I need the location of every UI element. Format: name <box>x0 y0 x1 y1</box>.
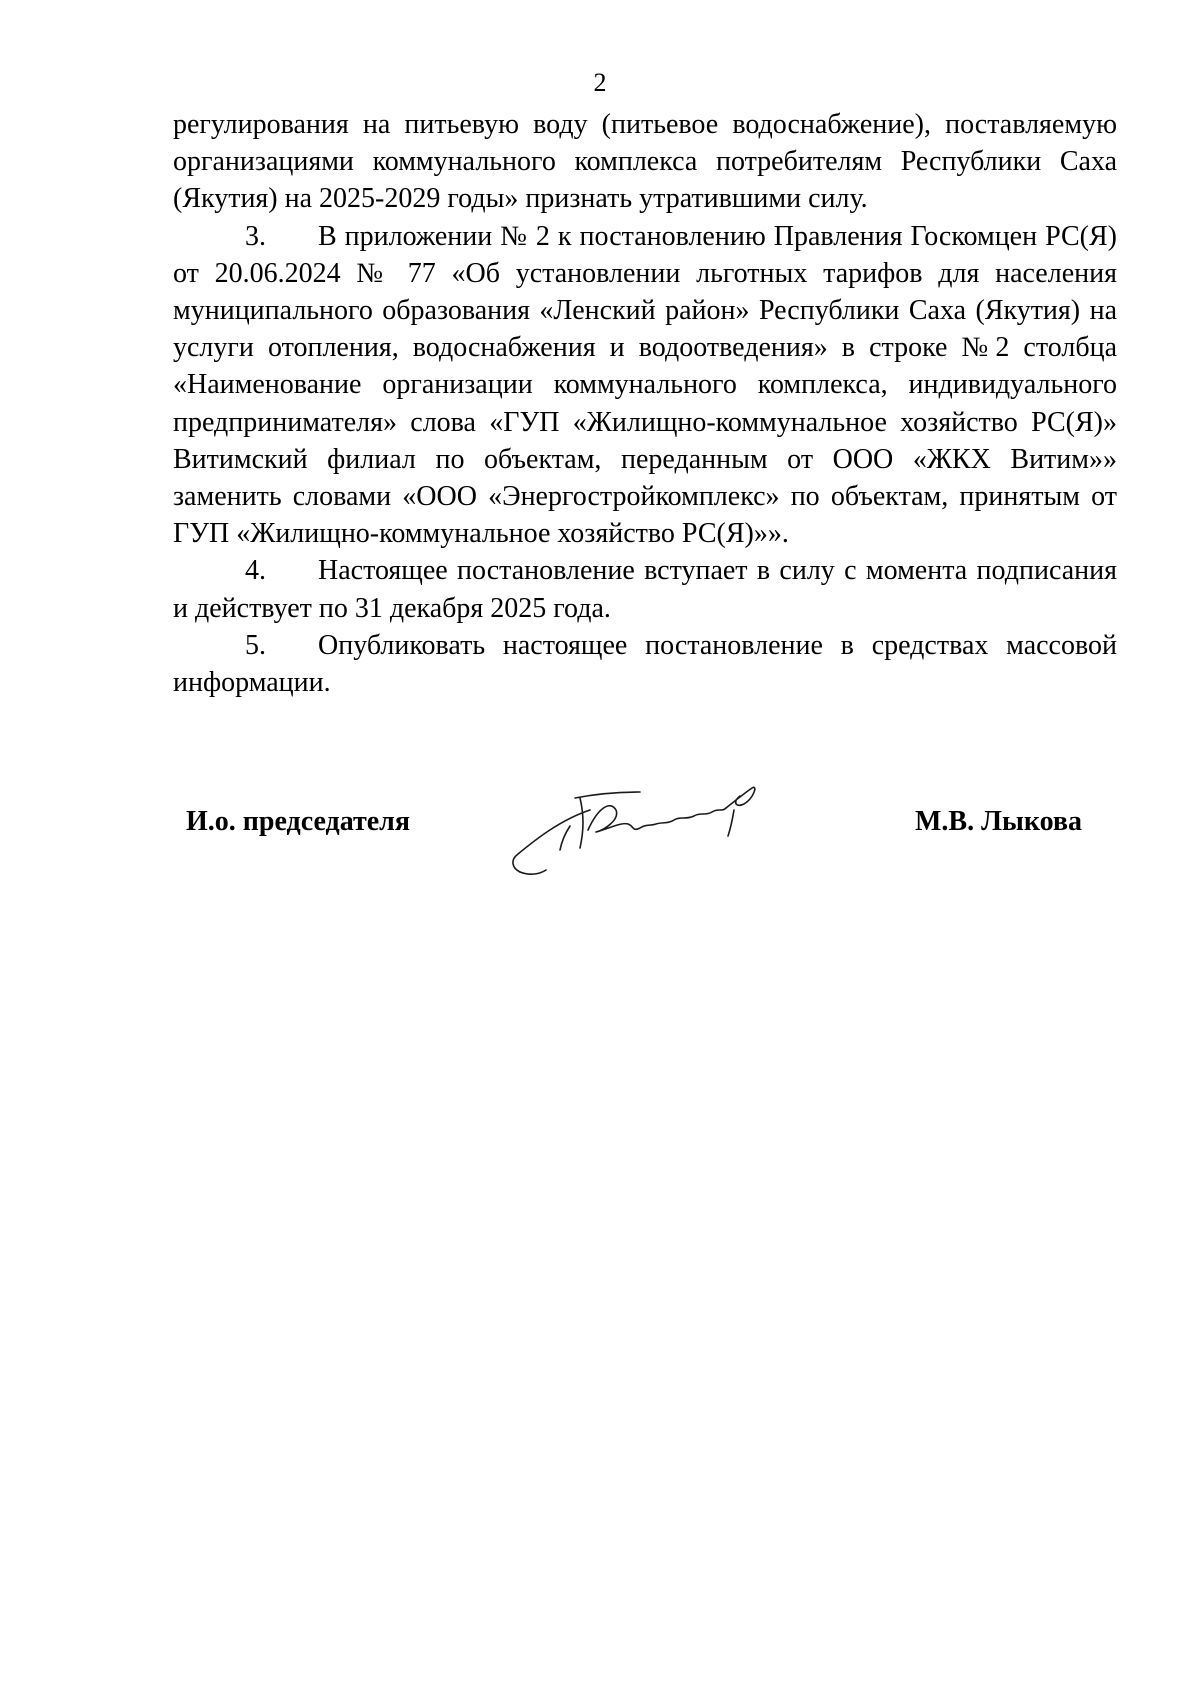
paragraph-text: регулирования на питьевую воду (питьевое водоснабжение), поставляемую организациями коммунального комплекса потребителям Республики Саха (Якутия) на 2025-2029 годы» признать утратившими силу. <box>173 109 1117 215</box>
paragraph-number: 3. <box>245 220 266 252</box>
paragraph-item-3 <box>173 218 1117 553</box>
signatory-name: М.В. Лыкова <box>915 806 1083 837</box>
signatory-title: И.о. председателя <box>186 806 411 837</box>
paragraph-item-5 <box>173 627 1117 701</box>
paragraph-text: Настоящее постановление вступает в силу с момента подписания и действует по 31 декабря 2025 года. <box>173 555 1117 624</box>
paragraph-text: Опубликовать настоящее постановление в средствах массовой информации. <box>173 629 1117 699</box>
paragraph-text: В приложении № 2 к постановлению Правления Госкомцен РС(Я) от 20.06.2024 № 77 «Об установлении льготных тарифов для населения муниципального образования «Ленский район» Республики Саха (Якутия) на услуги отопления, водоснабжения и водоотведения» в строке №2 столбца «Наименование организации коммунального комплекса, индивидуального предпринимателя» слова «ГУП «Жилищно-коммунальное хозяйство РС(Я)» Витимский филиал по объектам, переданным от ООО «ЖКХ Витим»» заменить словами «ООО «Энергостройкомплекс» по объектам, принятым от ГУП «Жилищно-коммунальное хозяйство РС(Я)»». <box>173 220 1117 550</box>
page-number: 2 <box>593 68 607 97</box>
paragraph-item-4 <box>173 552 1117 626</box>
paragraph-continuation <box>173 106 1117 218</box>
paragraph-number: 5. <box>245 629 266 661</box>
document-body <box>173 106 1117 701</box>
handwritten-signature <box>500 770 800 880</box>
paragraph-number: 4. <box>245 555 266 587</box>
